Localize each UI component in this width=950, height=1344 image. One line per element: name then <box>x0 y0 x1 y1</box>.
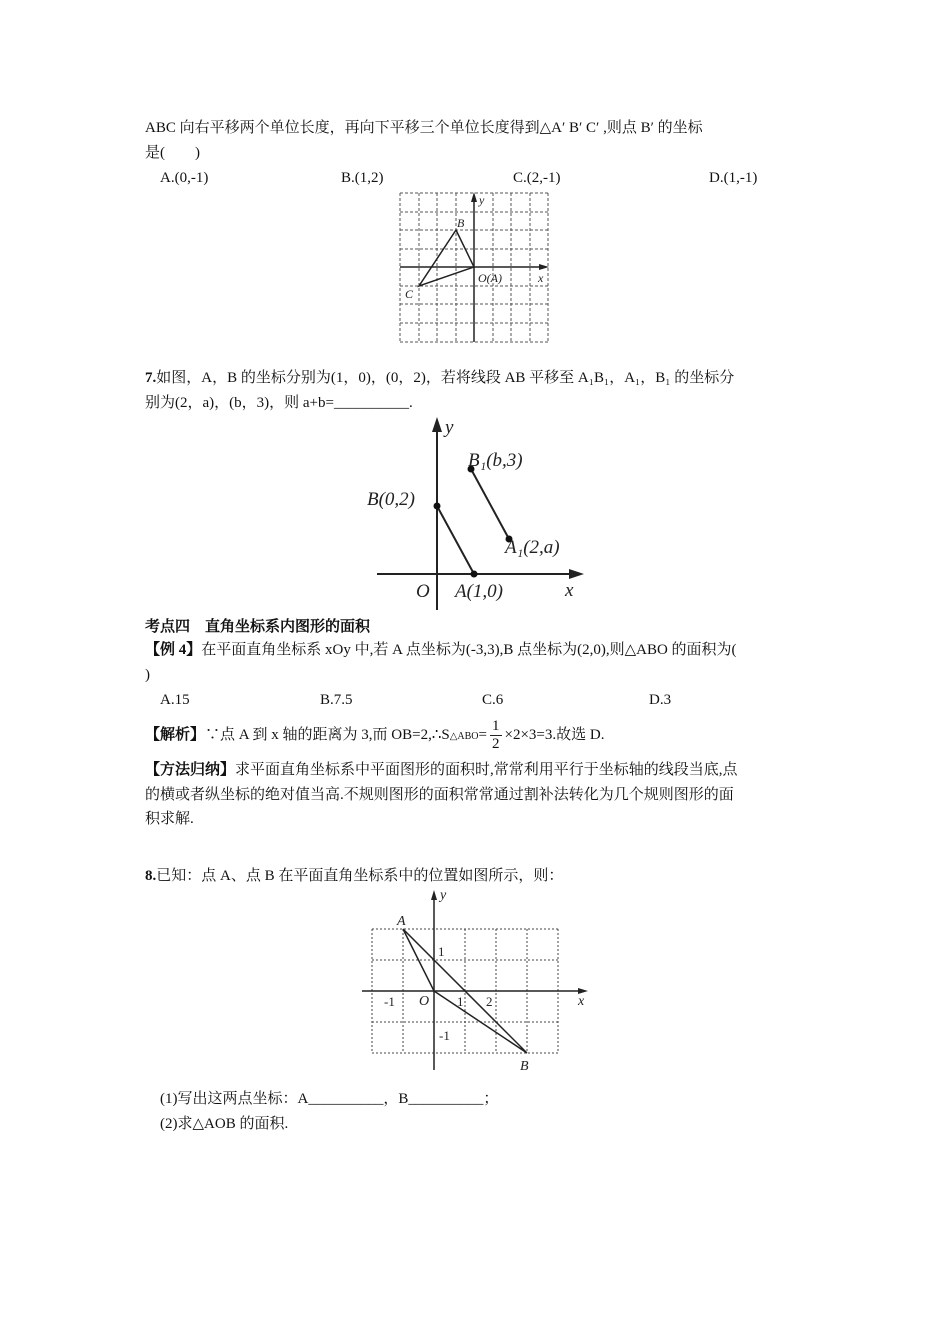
method-text1: 求平面直角坐标系中平面图形的面积时,常常利用平行于坐标轴的线段当底,点 <box>235 762 738 778</box>
q8-label-y: y <box>440 888 447 903</box>
q6-option-d: D.(1,-1) <box>709 170 758 186</box>
q7-label-a1: A₁(2,a) <box>505 537 560 558</box>
q6-label-x: x <box>538 271 544 285</box>
analysis-text3: ×2×3=3.故选 D. <box>504 726 605 743</box>
analysis-text1: ∵点 A 到 x 轴的距离为 3,而 OB=2,∴S <box>205 726 450 743</box>
q6-label-c: C <box>405 287 414 301</box>
q8-subquestion-2: (2)求△AOB 的面积. <box>160 1116 289 1132</box>
q8-tick-neg1-x: -1 <box>384 994 395 1009</box>
q7-text-line2: 别为(2，a)，(b，3)，则 a+b=__________. <box>145 395 413 411</box>
q8-subquestion-1: (1)写出这两点坐标：A__________，B__________； <box>160 1091 499 1107</box>
example4-line2: ) <box>145 667 150 683</box>
q7-y-arrow-icon <box>432 417 442 432</box>
q7-text-line1 <box>145 368 734 388</box>
method-tag: 【方法归纳】 <box>145 762 236 778</box>
analysis-tag: 【解析】 <box>145 726 206 743</box>
q6-text-line2: 是( ) <box>145 145 200 161</box>
q7-label-x: x <box>565 580 574 601</box>
q7-label-a: A(1,0) <box>455 581 504 602</box>
segment-ab <box>437 506 474 574</box>
q8-line1: 已知：点 A、点 B 在平面直角坐标系中的位置如图所示，则： <box>156 868 564 884</box>
q7-label-y: y <box>445 417 454 438</box>
analysis-subscript: △ABO <box>449 730 479 742</box>
q8-label-x: x <box>578 994 585 1009</box>
point-b <box>434 503 441 510</box>
segment-a1b1 <box>471 469 509 539</box>
q7-label-b1: B₁(b,3) <box>468 450 523 471</box>
method-line3: 积求解. <box>145 811 194 827</box>
q8-tick-1-x: 1 <box>457 994 464 1009</box>
triangle-abc <box>419 230 474 286</box>
q7-number: 7. <box>145 370 157 386</box>
q8-tick-1-y: 1 <box>438 944 445 959</box>
q8-y-arrow-icon <box>431 890 437 900</box>
q6-label-b: B <box>457 216 465 230</box>
q7-x-arrow-icon <box>569 569 584 579</box>
q6-option-c: C.(2,-1) <box>513 170 561 186</box>
q8-label-o: O <box>419 994 430 1009</box>
q8-tick-neg1-y: -1 <box>439 1028 450 1043</box>
q6-option-a: A.(0,-1) <box>160 170 209 186</box>
q7-label-b: B(0,2) <box>367 489 416 510</box>
q6-text-line1: ABC 向右平移两个单位长度，再向下平移三个单位长度得到△A′ B′ C′ ,则点 B′ 的坐标 <box>145 120 703 136</box>
method-line2: 的横或者纵坐标的绝对值当高.不规则图形的面积常常通过割补法转化为几个规则图形的面 <box>145 787 734 803</box>
fraction-numerator: 1 <box>492 718 500 734</box>
analysis-text2: = <box>478 726 487 743</box>
q6-label-oa: O(A) <box>478 271 502 285</box>
example4-option-b: B.7.5 <box>320 692 353 708</box>
fraction <box>490 718 502 753</box>
q7-line1: 如图，A，B 的坐标分别为(1，0)，(0，2)，若将线段 AB 平移至 A₁B₁，A₁，B₁ 的坐标分 <box>156 370 735 386</box>
q7-label-o: O <box>416 581 430 602</box>
method-line1 <box>145 760 738 780</box>
example4-option-d: D.3 <box>649 692 672 708</box>
example4-option-c: C.6 <box>482 692 504 708</box>
point-a <box>471 571 478 578</box>
q8-label-b: B <box>520 1059 529 1074</box>
q6-label-y: y <box>479 193 485 207</box>
q8-number: 8. <box>145 868 157 884</box>
q6-option-b: B.(1,2) <box>341 170 384 186</box>
q8-text-line1 <box>145 866 563 886</box>
analysis-line <box>145 718 604 753</box>
example4-tag: 【例 4】 <box>145 642 202 658</box>
q8-label-a: A <box>397 914 406 929</box>
fraction-denominator: 2 <box>492 736 500 752</box>
example4-text: 在平面直角坐标系 xOy 中,若 A 点坐标为(-3,3),B 点坐标为(2,0),则△ABO 的面积为( <box>201 642 737 658</box>
section-title: 考点四 直角坐标系内图形的面积 <box>145 619 371 635</box>
q8-tick-2-x: 2 <box>486 994 493 1009</box>
example4-line1 <box>145 640 737 660</box>
example4-option-a: A.15 <box>160 692 190 708</box>
